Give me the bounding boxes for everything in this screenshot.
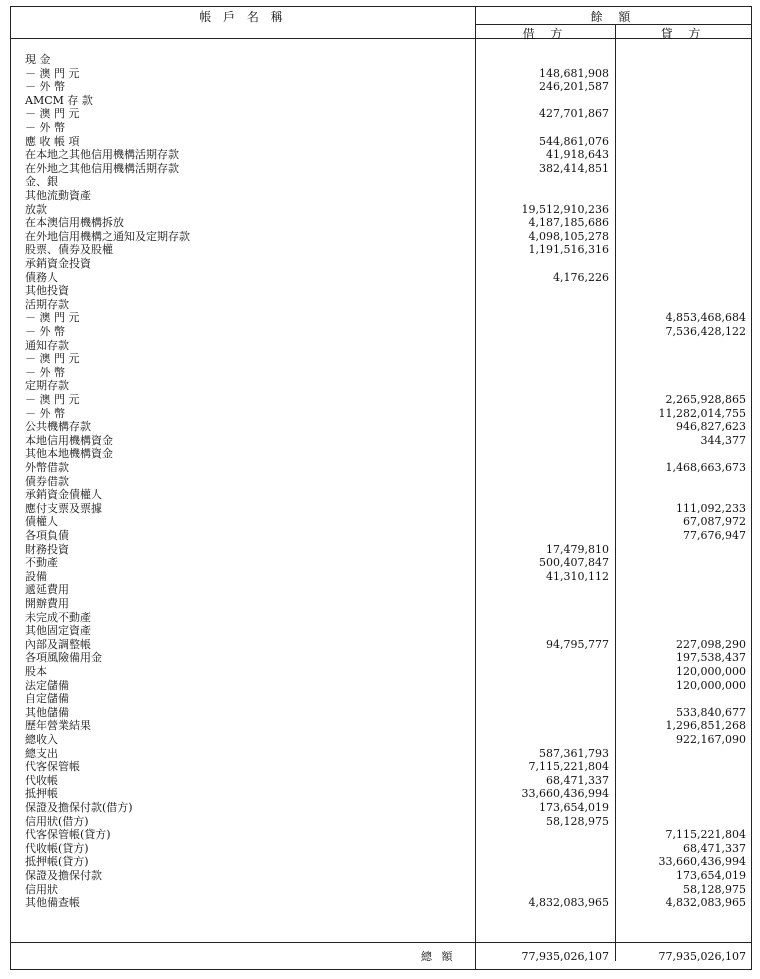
debit-value: 4,187,185,686 xyxy=(528,216,609,230)
account-label: － 外 幣 xyxy=(25,406,65,420)
account-label: － 澳 門 元 xyxy=(25,311,80,325)
table-row xyxy=(11,230,751,244)
table-row xyxy=(11,175,751,189)
table-row xyxy=(11,243,751,257)
account-label: 歷年營業結果 xyxy=(25,719,91,733)
credit-value: 227,098,290 xyxy=(676,637,746,651)
table-row xyxy=(11,597,751,611)
header-balance: 餘 額 xyxy=(590,10,637,24)
table-row xyxy=(11,733,751,747)
account-label: 代客保管帳(貸方) xyxy=(25,828,111,842)
credit-value: 33,660,436,994 xyxy=(658,855,746,869)
account-label: － 外 幣 xyxy=(25,121,65,134)
table-row xyxy=(11,162,751,176)
account-label: 遞延費用 xyxy=(25,583,69,597)
account-label: 在外地之其他信用機構活期存款 xyxy=(25,161,179,175)
account-label: 總收入 xyxy=(25,733,58,746)
credit-value: 197,538,437 xyxy=(676,651,746,665)
credit-value: 173,654,019 xyxy=(676,869,746,882)
credit-value: 120,000,000 xyxy=(676,665,746,678)
account-label: 法定儲備 xyxy=(25,678,69,692)
table-row xyxy=(11,94,751,108)
account-label: 其他儲備 xyxy=(25,705,69,719)
table-row xyxy=(11,121,751,135)
account-label: 自定儲備 xyxy=(25,692,69,706)
account-label: 承銷資金債權人 xyxy=(25,488,102,502)
account-label: 債權人 xyxy=(25,515,58,529)
account-label: 代收帳 xyxy=(25,773,58,787)
total-debit: 77,935,026,107 xyxy=(521,950,609,963)
table-row xyxy=(11,651,751,665)
account-label: 保證及擔保付款 xyxy=(25,869,102,882)
account-label: － 外 幣 xyxy=(25,325,65,338)
account-label: 通知存款 xyxy=(25,338,69,352)
account-label: － 澳 門 元 xyxy=(25,107,80,121)
account-label: 抵押帳 xyxy=(25,787,58,801)
account-label: － 外 幣 xyxy=(25,365,65,379)
credit-value: 77,676,947 xyxy=(683,529,746,542)
table-row xyxy=(11,515,751,529)
table-row xyxy=(11,461,751,475)
table-row xyxy=(11,216,751,230)
table-row xyxy=(11,883,751,897)
table-row xyxy=(11,787,751,801)
debit-value: 544,861,076 xyxy=(539,134,609,148)
table-row xyxy=(11,679,751,693)
account-label: 活期存款 xyxy=(25,297,69,311)
account-label: 抵押帳(貸方) xyxy=(25,855,89,869)
debit-value: 148,681,908 xyxy=(539,66,609,80)
account-label: 應付支票及票據 xyxy=(25,501,102,515)
account-label: 各項風險備用金 xyxy=(25,651,102,665)
account-label: 應 收 帳 項 xyxy=(25,134,80,148)
credit-value: 922,167,090 xyxy=(676,733,746,746)
account-label: 債券借款 xyxy=(25,474,69,488)
debit-value: 500,407,847 xyxy=(539,556,609,570)
table-row xyxy=(11,434,751,448)
table-row xyxy=(11,80,751,94)
account-label: 其他投資 xyxy=(25,284,69,298)
debit-value: 17,479,810 xyxy=(546,542,609,556)
credit-value: 11,282,014,755 xyxy=(658,406,746,420)
table-row xyxy=(11,624,751,638)
total-label: 總 額 xyxy=(421,950,456,963)
account-label: 定期存款 xyxy=(25,379,69,393)
account-label: 在外地信用機構之通知及定期存款 xyxy=(25,229,190,243)
account-label: 金、銀 xyxy=(25,175,58,189)
table-row xyxy=(11,760,751,774)
account-label: 內部及調整帳 xyxy=(25,637,91,651)
table-row xyxy=(11,325,751,339)
account-label: 信用狀 xyxy=(25,882,58,896)
account-label: AMCM 存 款 xyxy=(25,93,93,107)
table-row xyxy=(11,774,751,788)
table-row xyxy=(11,407,751,421)
table-row xyxy=(11,107,751,121)
account-label: 外幣借款 xyxy=(25,461,69,474)
trial-balance-table xyxy=(10,6,752,970)
table-row xyxy=(11,447,751,461)
table-row xyxy=(11,706,751,720)
account-label: 其他本地機構資金 xyxy=(25,447,113,461)
table-row xyxy=(11,855,751,869)
credit-value: 4,832,083,965 xyxy=(665,896,746,910)
account-label: 其他流動資產 xyxy=(25,189,91,202)
table-row xyxy=(11,543,751,557)
table-row xyxy=(11,488,751,502)
account-label: 本地信用機構資金 xyxy=(25,433,113,447)
table-row xyxy=(11,53,751,67)
credit-value: 4,853,468,684 xyxy=(665,311,746,325)
table-row xyxy=(11,298,751,312)
debit-value: 41,310,112 xyxy=(546,569,609,583)
credit-value: 68,471,337 xyxy=(683,841,746,855)
account-label: － 外 幣 xyxy=(25,80,65,94)
total-credit: 77,935,026,107 xyxy=(658,950,746,963)
account-label: 不動產 xyxy=(25,556,58,570)
debit-value: 4,176,226 xyxy=(553,270,609,284)
table-row xyxy=(11,842,751,856)
debit-value: 7,115,221,804 xyxy=(528,760,609,774)
debit-value: 427,701,867 xyxy=(539,107,609,121)
table-row xyxy=(11,257,751,271)
debit-value: 68,471,337 xyxy=(546,773,609,787)
table-row xyxy=(11,379,751,393)
header-debit: 借 方 xyxy=(522,27,569,41)
account-label: 公共機構存款 xyxy=(25,420,91,434)
debit-value: 382,414,851 xyxy=(539,161,609,175)
credit-value: 120,000,000 xyxy=(676,678,746,692)
credit-value: 1,296,851,268 xyxy=(665,719,746,733)
debit-value: 19,512,910,236 xyxy=(521,202,609,216)
account-label: 在本澳信用機構拆放 xyxy=(25,216,124,230)
account-label: － 澳 門 元 xyxy=(25,393,80,406)
table-row xyxy=(11,570,751,584)
account-label: － 澳 門 元 xyxy=(25,66,80,80)
account-label: 承銷資金投資 xyxy=(25,257,91,270)
total-row xyxy=(11,943,751,971)
table-row xyxy=(11,828,751,842)
account-label: 其他固定資產 xyxy=(25,624,91,638)
account-label: 放款 xyxy=(25,202,47,216)
account-label: 代客保管帳 xyxy=(25,760,80,774)
table-row xyxy=(11,896,751,910)
account-label: 債務人 xyxy=(25,270,58,284)
credit-value: 7,115,221,804 xyxy=(665,828,746,842)
credit-value: 533,840,677 xyxy=(676,705,746,719)
debit-value: 41,918,643 xyxy=(546,148,609,162)
debit-value: 4,098,105,278 xyxy=(528,229,609,243)
account-label: － 澳 門 元 xyxy=(25,352,80,366)
table-row xyxy=(11,556,751,570)
account-label: 股票、債券及股權 xyxy=(25,243,113,257)
account-label: 總支出 xyxy=(25,746,58,760)
table-row xyxy=(11,869,751,883)
table-row xyxy=(11,352,751,366)
table-row xyxy=(11,611,751,625)
account-label: 設備 xyxy=(25,569,47,583)
credit-value: 1,468,663,673 xyxy=(665,461,746,474)
table-row xyxy=(11,284,751,298)
credit-value: 2,265,928,865 xyxy=(665,393,746,406)
account-label: 代收帳(貸方) xyxy=(25,841,89,855)
table-row xyxy=(11,665,751,679)
table-row xyxy=(11,420,751,434)
credit-value: 67,087,972 xyxy=(683,515,746,529)
account-label: 各項負債 xyxy=(25,529,69,542)
credit-value: 111,092,233 xyxy=(676,501,746,515)
table-row xyxy=(11,366,751,380)
debit-value: 587,361,793 xyxy=(539,746,609,760)
credit-value: 946,827,623 xyxy=(676,420,746,434)
account-label: 股本 xyxy=(25,665,47,678)
header-credit: 貸 方 xyxy=(660,27,707,41)
table-row xyxy=(11,135,751,149)
table-row xyxy=(11,203,751,217)
debit-value: 1,191,516,316 xyxy=(528,243,609,257)
table-row xyxy=(11,148,751,162)
debit-value: 58,128,975 xyxy=(546,814,609,828)
debit-value: 246,201,587 xyxy=(539,80,609,94)
table-row xyxy=(11,67,751,81)
table-row xyxy=(11,638,751,652)
table-row xyxy=(11,311,751,325)
table-row xyxy=(11,271,751,285)
table-row xyxy=(11,583,751,597)
debit-value: 4,832,083,965 xyxy=(528,896,609,910)
table-row xyxy=(11,815,751,829)
credit-value: 7,536,428,122 xyxy=(665,325,746,338)
table-row xyxy=(11,747,751,761)
table-row xyxy=(11,719,751,733)
table-row xyxy=(11,475,751,489)
account-label: 信用狀(借方) xyxy=(25,814,89,828)
account-label: 財務投資 xyxy=(25,542,69,556)
debit-value: 94,795,777 xyxy=(546,637,609,651)
table-row xyxy=(11,502,751,516)
table-row xyxy=(11,692,751,706)
account-label: 未完成不動產 xyxy=(25,610,91,624)
table-row xyxy=(11,529,751,543)
table-row xyxy=(11,339,751,353)
account-label: 保證及擔保付款(借方) xyxy=(25,801,133,814)
account-label: 現 金 xyxy=(25,53,51,66)
debit-value: 33,660,436,994 xyxy=(521,787,609,801)
credit-value: 58,128,975 xyxy=(683,882,746,896)
table-row xyxy=(11,801,751,815)
account-label: 在本地之其他信用機構活期存款 xyxy=(25,148,179,162)
table-row xyxy=(11,393,751,407)
account-label: 其他備查帳 xyxy=(25,896,80,910)
table-row xyxy=(11,189,751,203)
header-account-name: 帳 戶 名 稱 xyxy=(199,10,287,24)
credit-value: 344,377 xyxy=(700,433,746,447)
account-label: 開辦費用 xyxy=(25,597,69,610)
debit-value: 173,654,019 xyxy=(539,801,609,814)
